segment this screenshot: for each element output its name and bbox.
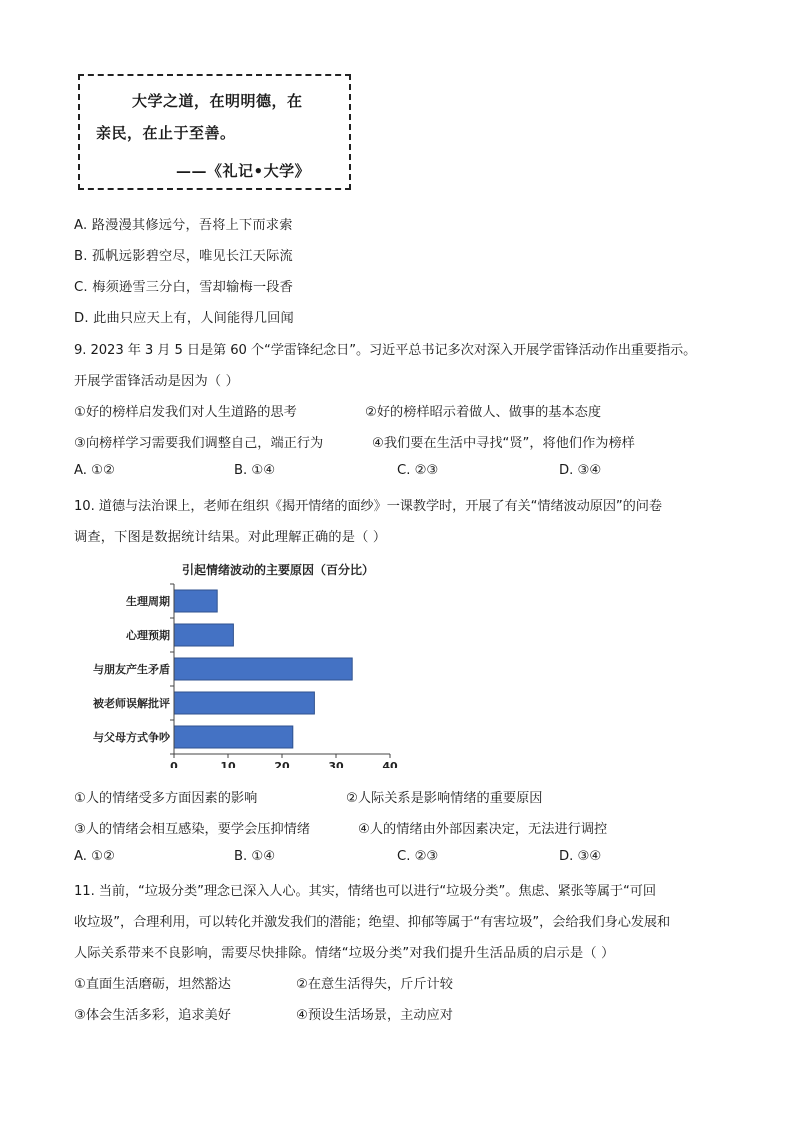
q9-statement-1: ①好的榜样启发我们对人生道路的思考 xyxy=(74,405,297,420)
x-tick-label: 40 xyxy=(382,760,398,768)
x-tick-label: 10 xyxy=(220,760,236,768)
bar-4 xyxy=(174,726,293,748)
q11-statement-1: ①直面生活磨砺，坦然豁达 xyxy=(74,977,231,992)
q10-statement-4: ④人的情绪由外部因素决定，无法进行调控 xyxy=(358,822,608,837)
q10-choice-b: B. ①④ xyxy=(234,849,276,864)
quote-source: ——《礼记•大学》 xyxy=(176,162,311,180)
bar-0 xyxy=(174,590,217,612)
quote-line-2: 亲民，在止于至善。 xyxy=(96,124,236,142)
x-tick-label: 30 xyxy=(328,760,344,768)
quote-line-1: 大学之道，在明明德，在 xyxy=(132,92,303,110)
emotion-cause-chart xyxy=(74,558,414,772)
q10-choice-d: D. ③④ xyxy=(559,849,602,864)
q11-stem-line-1: 11. 当前，“垃圾分类”理念已深入人心。其实，情绪也可以进行“垃圾分类”。焦虑、紧张等属于“可回 xyxy=(74,884,656,899)
q10-statement-3: ③人的情绪会相互感染，要学会压抑情绪 xyxy=(74,822,311,837)
q9-choice-d: D. ③④ xyxy=(559,463,602,478)
category-label: 心理预期 xyxy=(126,629,170,642)
q8-option-c: C. 梅须逊雪三分白，雪却输梅一段香 xyxy=(74,280,294,295)
bar-3 xyxy=(174,692,314,714)
category-label: 与朋友产生矛盾 xyxy=(93,663,170,676)
q10-statement-1: ①人的情绪受多方面因素的影响 xyxy=(74,791,258,806)
q9-statement-3: ③向榜样学习需要我们调整自己，端正行为 xyxy=(74,436,324,451)
chart-title: 引起情绪波动的主要原因（百分比） xyxy=(182,563,375,577)
q8-option-a: A. 路漫漫其修远兮，吾将上下而求索 xyxy=(74,218,293,233)
q9-choice-c: C. ②③ xyxy=(397,463,439,478)
q10-stem-line-2: 调查，下图是数据统计结果。对此理解正确的是（ ） xyxy=(74,530,387,545)
q10-choice-a: A. ①② xyxy=(74,849,115,864)
q9-statement-4: ④我们要在生活中寻找“贤”，将他们作为榜样 xyxy=(372,436,635,451)
bar-1 xyxy=(174,624,233,646)
q9-stem-line-1: 9. 2023 年 3 月 5 日是第 60 个“学雷锋纪念日”。习近平总书记多次对深入开展学雷锋活动作出重要指示。 xyxy=(74,343,697,358)
category-label: 生理周期 xyxy=(126,595,170,608)
q10-stem-line-1: 10. 道德与法治课上，老师在组织《揭开情绪的面纱》一课教学时，开展了有关“情绪波动原因”的问卷 xyxy=(74,499,662,514)
q10-choice-c: C. ②③ xyxy=(397,849,439,864)
x-tick-label: 20 xyxy=(274,760,290,768)
q10-statement-2: ②人际关系是影响情绪的重要原因 xyxy=(346,791,543,806)
q9-stem-line-2: 开展学雷锋活动是因为（ ） xyxy=(74,374,240,389)
category-label: 被老师误解批评 xyxy=(93,697,170,710)
q9-statement-2: ②好的榜样昭示着做人、做事的基本态度 xyxy=(365,405,602,420)
q11-statement-4: ④预设生活场景，主动应对 xyxy=(296,1008,453,1023)
q8-option-d: D. 此曲只应天上有，人间能得几回闻 xyxy=(74,311,294,326)
q9-choice-b: B. ①④ xyxy=(234,463,276,478)
bar-2 xyxy=(174,658,352,680)
quote-box xyxy=(78,74,351,190)
q11-statement-2: ②在意生活得失，斤斤计较 xyxy=(296,977,453,992)
q11-stem-line-2: 收垃圾”，合理利用，可以转化并激发我们的潜能；绝望、抑郁等属于“有害垃圾”，会给我们身心发展和 xyxy=(74,915,671,930)
chart-svg xyxy=(74,558,414,768)
q8-option-b: B. 孤帆远影碧空尽，唯见长江天际流 xyxy=(74,249,293,264)
q9-choice-a: A. ①② xyxy=(74,463,115,478)
q11-statement-3: ③体会生活多彩，追求美好 xyxy=(74,1008,231,1023)
q11-stem-line-3: 人际关系带来不良影响，需要尽快排除。情绪“垃圾分类”对我们提升生活品质的启示是（ ） xyxy=(74,946,615,961)
category-label: 与父母方式争吵 xyxy=(93,731,170,744)
x-tick-label: 0 xyxy=(170,760,178,768)
